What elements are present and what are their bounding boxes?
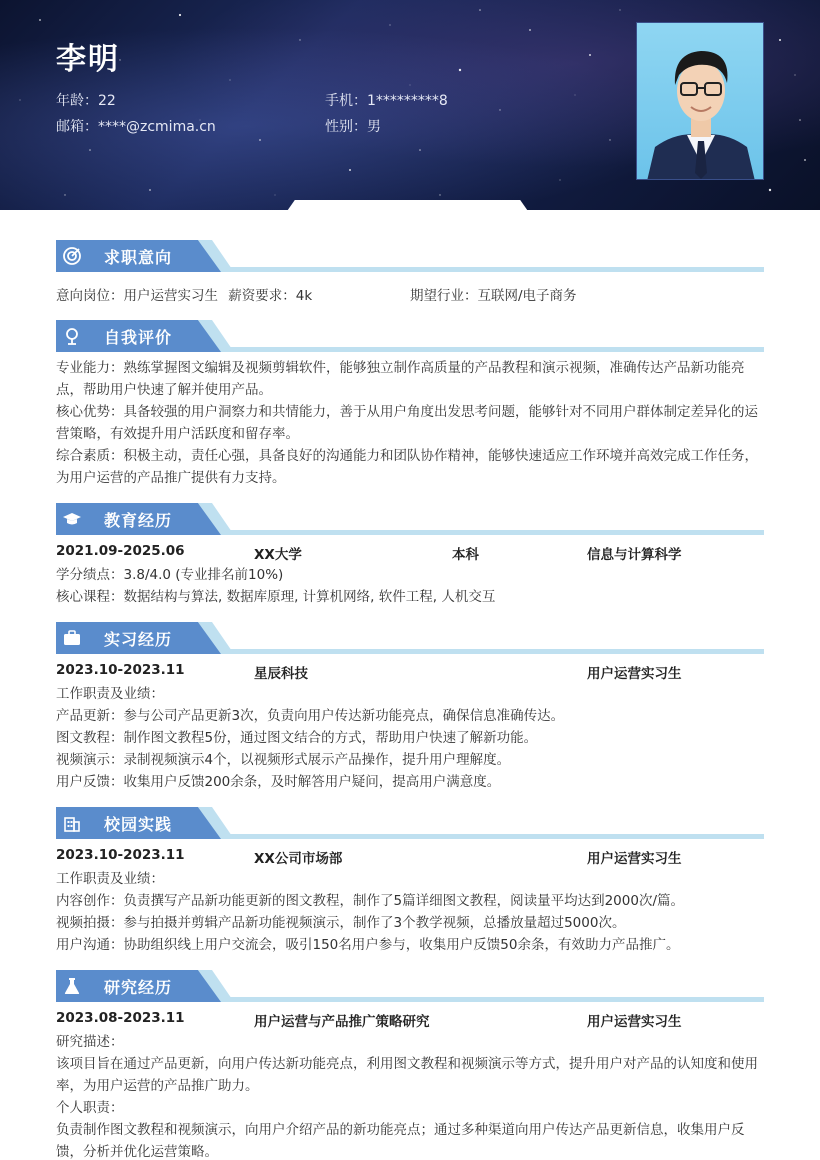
campus-role: 用户运营实习生 — [587, 851, 682, 867]
campus-line: 工作职责及业绩： — [56, 871, 164, 887]
section-education-header — [56, 503, 764, 535]
section-campus-header — [56, 807, 764, 839]
education-major: 信息与计算科学 — [587, 547, 682, 563]
self-eval-body — [56, 357, 766, 489]
flask-icon — [62, 976, 82, 996]
internship-company: 星辰科技 — [254, 666, 308, 682]
phone-field: 手机：1*********8 — [325, 93, 448, 109]
section-intent-header — [56, 240, 764, 272]
campus-body — [56, 868, 766, 956]
graduation-cap-icon — [62, 509, 82, 529]
section-title: 研究经历 — [104, 978, 173, 997]
internship-role: 用户运营实习生 — [587, 666, 682, 682]
education-line: 学分绩点：3.8/4.0 (专业排名前10%) — [56, 567, 284, 583]
self-eval-paragraph: 专业能力：熟练掌握图文编辑及视频剪辑软件，能够独立制作高质量的产品教程和演示视频，准确传达产品新功能亮点，帮助用户快速了解并使用产品。 — [56, 360, 745, 398]
research-line: 该项目旨在通过产品更新，向用户传达新功能亮点，利用图文教程和视频演示等方式，提升用户对产品的认知度和使用率，为用户运营的产品推广助力。 — [56, 1056, 758, 1094]
intent-industry: 期望行业：互联网/电子商务 — [410, 288, 577, 304]
section-title: 自我评价 — [104, 328, 173, 347]
internship-summary-row — [56, 662, 764, 682]
campus-line: 视频拍摄：参与拍摄并剪辑产品新功能视频演示，制作了3个教学视频，总播放量超过5000次。 — [56, 915, 626, 931]
education-school: XX大学 — [254, 547, 302, 563]
campus-line: 用户沟通：协助组织线上用户交流会，吸引150名用户参与，收集用户反馈50余条，有效助力产品推广。 — [56, 937, 680, 953]
email-field: 邮箱：****@zcmima.cn — [56, 119, 216, 135]
education-degree: 本科 — [452, 547, 479, 563]
section-title: 求职意向 — [104, 248, 173, 267]
candidate-name: 李明 — [56, 42, 120, 77]
research-line: 个人职责： — [56, 1100, 124, 1116]
internship-line: 工作职责及业绩： — [56, 686, 164, 702]
research-body — [56, 1031, 766, 1160]
target-icon — [62, 246, 82, 266]
briefcase-icon — [62, 628, 82, 648]
research-line: 研究描述： — [56, 1034, 124, 1050]
education-body — [56, 564, 766, 608]
self-eval-paragraph: 核心优势：具备较强的用户洞察力和共情能力，善于从用户角度出发思考问题，能够针对不同用户群体制定差异化的运营策略，有效提升用户活跃度和留存率。 — [56, 404, 758, 442]
intent-row — [56, 284, 764, 304]
profile-photo — [636, 22, 764, 180]
education-line: 核心课程：数据结构与算法, 数据库原理, 计算机网络, 软件工程, 人机交互 — [56, 589, 496, 605]
education-summary-row — [56, 543, 764, 563]
gender-field: 性别：男 — [325, 119, 381, 135]
internship-date: 2023.10-2023.11 — [56, 662, 185, 678]
section-internship-header — [56, 622, 764, 654]
campus-summary-row — [56, 847, 764, 867]
section-title: 教育经历 — [104, 511, 173, 530]
age-field: 年龄：22 — [56, 93, 116, 109]
research-summary-row — [56, 1010, 764, 1030]
education-date: 2021.09-2025.06 — [56, 543, 185, 559]
internship-line: 视频演示：录制视频演示4个，以视频形式展示产品操作，提升用户理解度。 — [56, 752, 511, 768]
section-research-header — [56, 970, 764, 1002]
internship-line: 产品更新：参与公司产品更新3次，负责向用户传达新功能亮点，确保信息准确传达。 — [56, 708, 565, 724]
research-line: 负责制作图文教程和视频演示，向用户介绍产品的新功能亮点；通过多种渠道向用户传达产品更新信息，收集用户反馈，分析并优化运营策略。 — [56, 1122, 745, 1160]
research-role: 用户运营实习生 — [587, 1014, 682, 1030]
badge-icon — [62, 326, 82, 346]
intent-salary: 薪资要求：4k — [228, 288, 313, 304]
header-notch — [285, 200, 530, 214]
campus-date: 2023.10-2023.11 — [56, 847, 185, 863]
campus-org: XX公司市场部 — [254, 851, 343, 867]
research-project: 用户运营与产品推广策略研究 — [254, 1014, 430, 1030]
internship-line: 用户反馈：收集用户反馈200余条，及时解答用户疑问，提高用户满意度。 — [56, 774, 501, 790]
section-title: 校园实践 — [104, 815, 173, 834]
self-eval-paragraph: 综合素质：积极主动，责任心强，具备良好的沟通能力和团队协作精神，能够快速适应工作环境并高效完成工作任务，为用户运营的产品推广提供有力支持。 — [56, 448, 758, 486]
internship-body — [56, 683, 766, 793]
section-title: 实习经历 — [104, 630, 173, 649]
research-date: 2023.08-2023.11 — [56, 1010, 185, 1026]
resume-header — [0, 0, 820, 210]
section-self-eval-header — [56, 320, 764, 352]
campus-line: 内容创作：负责撰写产品新功能更新的图文教程，制作了5篇详细图文教程，阅读量平均达到2000次/篇。 — [56, 893, 684, 909]
building-icon — [62, 813, 82, 833]
intent-position: 意向岗位：用户运营实习生 — [56, 288, 218, 304]
internship-line: 图文教程：制作图文教程5份，通过图文结合的方式，帮助用户快速了解新功能。 — [56, 730, 538, 746]
